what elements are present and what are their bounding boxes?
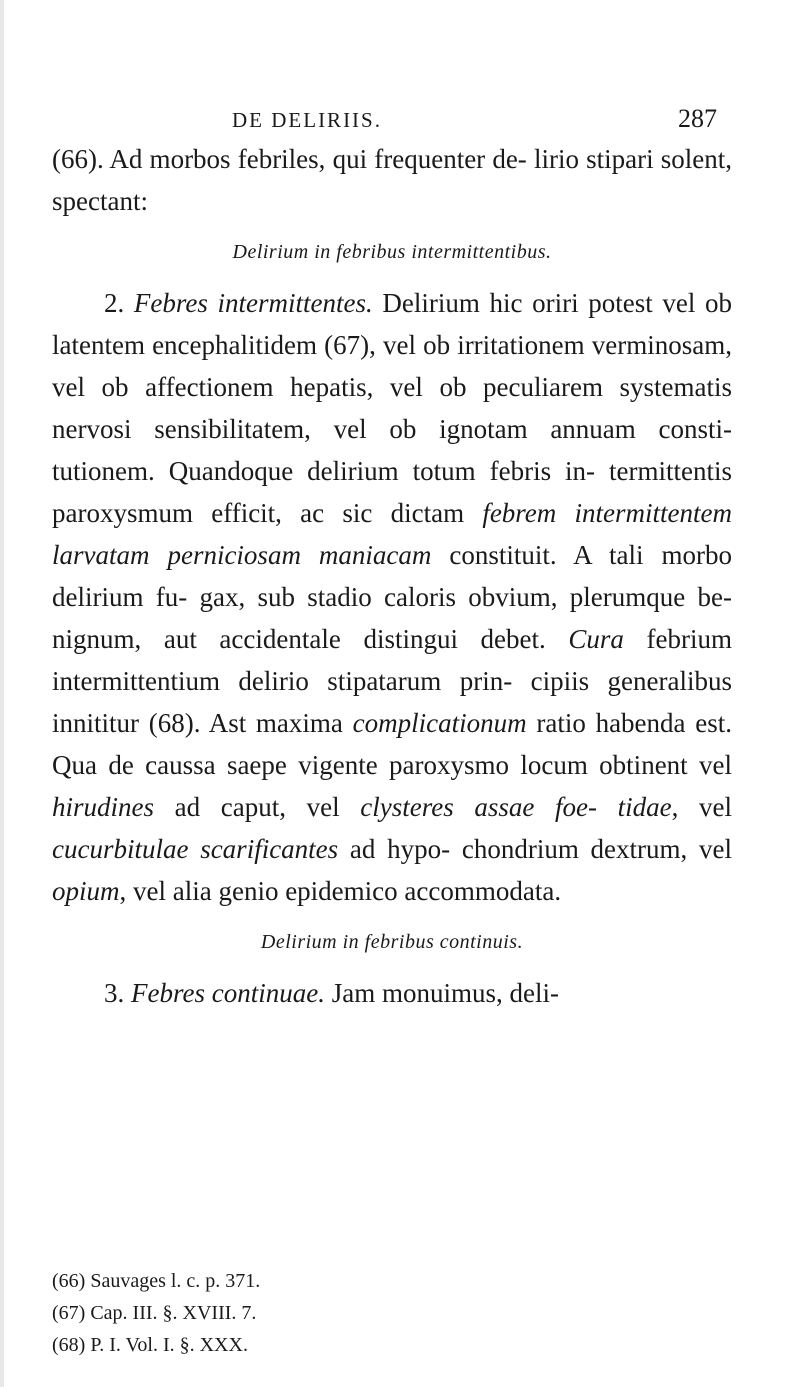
- text-run: ad hypo- chondrium dextrum, vel: [349, 834, 733, 864]
- text-run: febrium intermittentium delirio stipatarum prin- cipiis generalibus innititur (68). Ast maxima: [52, 624, 733, 738]
- text-run: Delirium hic oriri potest vel ob latentem encephalitidem (67), vel ob irritationem verminosam, vel ob affectionem hepatis, vel ob peculiarem systematis nervosi sensibilitatem, vel ob ignotam annuam consti- tutionem. Quandoque delirium totum febris in- termittentis paroxysmum efficit, ac sic dictam: [52, 288, 732, 528]
- italic-run: complicationum: [352, 708, 527, 738]
- italic-run: hirudines: [52, 792, 155, 822]
- footnote: (68) P. I. Vol. I. §. XXX.: [52, 1334, 248, 1356]
- section-heading-continuous: Delirium in febribus continuis.: [260, 931, 524, 953]
- page-edge: [0, 0, 4, 1387]
- running-header: [232, 104, 717, 138]
- italic-run: Cura: [568, 624, 624, 654]
- paragraph-text: Ad morbos febriles, qui frequenter de- lirio stipari solent, spectant:: [52, 144, 732, 216]
- section-heading-intermittent: Delirium in febribus intermittentibus.: [232, 241, 552, 263]
- body-text: [52, 138, 732, 1014]
- italic-run: cucurbitulae scarificantes: [52, 834, 339, 864]
- paragraph-title: Febres continuae.: [131, 978, 325, 1008]
- text-run: , vel alia genio epidemico accommodata.: [119, 876, 562, 906]
- paragraph-febres-intermittentes: [52, 282, 732, 912]
- footnote: (66) Sauvages l. c. p. 371.: [52, 1270, 261, 1292]
- italic-run: opium: [52, 876, 120, 906]
- italic-run: clysteres assae foe- tidae: [360, 792, 672, 822]
- footnotes: [52, 1265, 732, 1361]
- paragraph-number: 2.: [104, 288, 125, 318]
- paragraph-66: [52, 138, 732, 222]
- running-title: DE DELIRIIS.: [232, 108, 382, 132]
- text-run: ratio habenda est. Qua de caussa saepe vigente paroxysmo locum obtinent vel: [52, 708, 732, 780]
- text-run: , vel: [671, 792, 732, 822]
- text-run: ad caput, vel: [174, 792, 340, 822]
- paragraph-febres-continuae: [52, 972, 732, 1014]
- italic-run: febrem intermittentem larvatam perniciosam maniacam: [52, 498, 732, 570]
- footnote: (67) Cap. III. §. XVIII. 7.: [52, 1302, 257, 1324]
- text-run: constituit. A tali morbo delirium fu- gax, sub stadio caloris obvium, plerumque be- nignum, aut accidentale distingui debet.: [52, 540, 732, 654]
- paragraph-title: Febres intermittentes.: [133, 288, 373, 318]
- paragraph-number: 3.: [104, 978, 125, 1008]
- paragraph-text: Jam monuimus, deli-: [331, 978, 559, 1008]
- page-number: 287: [678, 104, 717, 133]
- paragraph-number: (66).: [52, 144, 104, 174]
